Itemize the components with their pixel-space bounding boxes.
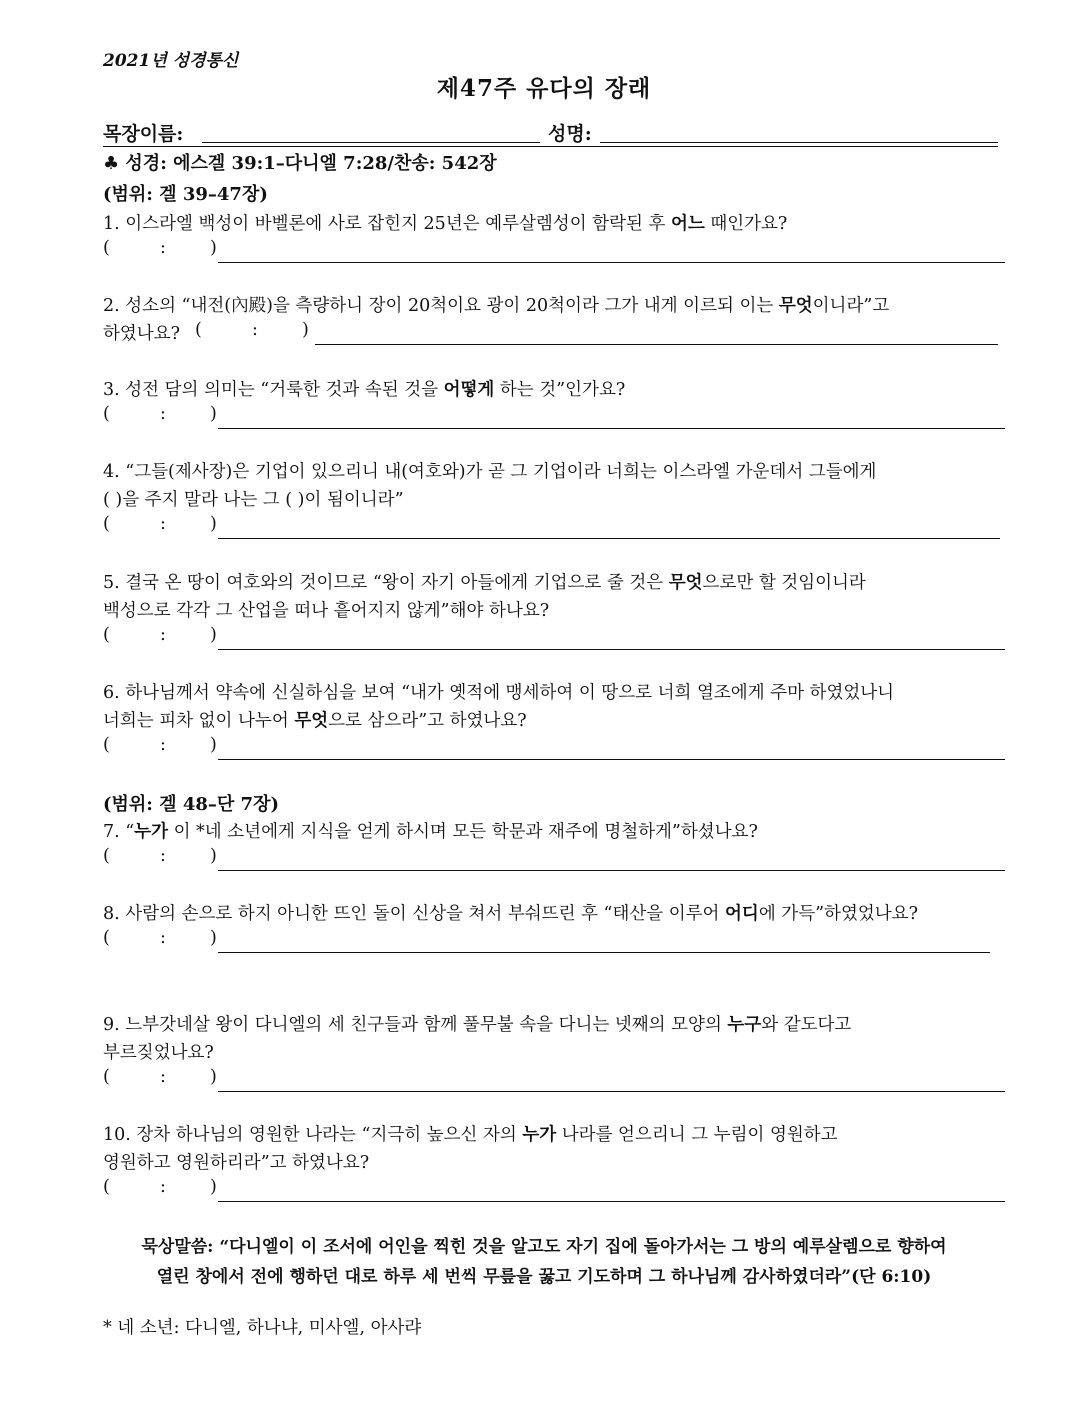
question-text: 7. “: [103, 822, 135, 842]
question-text: 너희는 피차 없이 나누어: [103, 711, 295, 731]
page-title: 제47주 유다의 장래: [436, 75, 652, 102]
question-4-line: [103, 486, 404, 514]
close-paren: ): [302, 320, 309, 340]
close-paren: ): [210, 928, 217, 948]
open-paren: (: [103, 404, 110, 424]
question-text: 2. 성소의 “내전(內殿)을 측량하니 장이 20척이요 광이 20척이라 그가 내게 이르되 이는: [103, 296, 779, 316]
question-1-line: [103, 210, 787, 238]
question-8-line: [103, 900, 918, 928]
answer-line[interactable]: [218, 538, 1000, 539]
keyword: 무엇: [778, 296, 813, 316]
open-paren: (: [103, 514, 110, 534]
question-text: 으로만 할 것임이니라: [702, 573, 866, 593]
question-text: 하였나요?: [103, 324, 181, 344]
question-text: 이니라”고: [812, 296, 890, 316]
question-text: 와 같도다고: [761, 1015, 852, 1035]
keyword: 어디: [725, 904, 759, 924]
keyword: 누가: [522, 1125, 557, 1145]
colon: :: [160, 928, 166, 948]
colon: :: [252, 320, 258, 340]
question-6-line: [103, 679, 894, 707]
colon: :: [160, 514, 166, 534]
colon: :: [160, 625, 166, 645]
answer-line[interactable]: [218, 1201, 1005, 1202]
close-paren: ): [210, 625, 217, 645]
open-paren: (: [103, 1067, 110, 1087]
memory-verse: [0, 1232, 1088, 1292]
close-paren: ): [210, 846, 217, 866]
question-2-line: [103, 320, 180, 348]
open-paren: (: [103, 928, 110, 948]
footnote: * 네 소년: 다니엘, 하나냐, 미사엘, 아사랴: [103, 1318, 422, 1338]
colon: :: [160, 1067, 166, 1087]
keyword: 어떻게: [443, 380, 495, 400]
close-paren: ): [210, 735, 217, 755]
answer-line[interactable]: [218, 870, 1005, 871]
question-text: 6. 하나님께서 약속에 신실하심을 보여 “내가 옛적에 맹세하여 이 땅으로 너희 열조에게 주마 하였었나니: [103, 683, 895, 703]
group-name-line: [202, 142, 540, 143]
colon: :: [160, 404, 166, 424]
year-label: 2021년 성경통신: [103, 51, 239, 71]
memory-verse-line: 열린 창에서 전에 행하던 대로 하루 세 번씩 무릎을 꿇고 기도하며 그 하나님께 감사하였더라”(단 6:10): [156, 1267, 932, 1287]
question-2-line: [103, 292, 889, 320]
question-text: 10. 장차 하나님의 영원한 나라는 “지극히 높으신 자의: [103, 1125, 523, 1145]
answer-line[interactable]: [218, 262, 1005, 263]
colon: :: [160, 735, 166, 755]
question-4-line: [103, 458, 876, 486]
open-paren: (: [103, 238, 110, 258]
close-paren: ): [210, 1177, 217, 1197]
question-10-line: [103, 1121, 838, 1149]
keyword: 누가: [134, 822, 169, 842]
club-icon: ♣: [103, 153, 120, 174]
memory-verse-line: 묵상말씀: “다니엘이 이 조서에 어인을 찍힌 것을 알고도 자기 집에 돌아가서는 그 방의 예루살렘으로 향하여: [141, 1237, 947, 1257]
close-paren: ): [210, 1067, 217, 1087]
question-text: 하는 것”인가요?: [494, 380, 626, 400]
close-paren: ): [210, 514, 217, 534]
question-text: 9. 느부갓네살 왕이 다니엘의 세 친구들과 함께 풀무불 속을 다니는 넷째의 모양의: [103, 1015, 728, 1035]
question-text: 에 가득”하였었나요?: [758, 904, 918, 924]
question-9-line: [103, 1039, 214, 1067]
question-text: ( )을 주지 말라 나는 그 ( )이 됨이니라”: [103, 490, 404, 510]
answer-line[interactable]: [218, 759, 1005, 760]
keyword: 무엇: [668, 573, 703, 593]
section-range-1: (범위: 겔 39–47장): [103, 184, 268, 205]
keyword: 무엇: [294, 711, 329, 731]
reading-reference: [103, 149, 497, 175]
close-paren: ): [210, 404, 217, 424]
question-text: 때인가요?: [704, 214, 788, 234]
section-range-2: (범위: 겔 48–단 7장): [103, 794, 279, 815]
open-paren: (: [103, 1177, 110, 1197]
question-text: 1. 이스라엘 백성이 바벨론에 사로 잡힌지 25년은 예루살렘성이 함락된 후: [103, 214, 671, 234]
open-paren: (: [103, 735, 110, 755]
answer-line[interactable]: [218, 952, 990, 953]
question-6-line: [103, 707, 527, 735]
question-10-line: [103, 1149, 369, 1177]
question-5-line: [103, 597, 549, 625]
colon: :: [160, 238, 166, 258]
question-text: 3. 성전 담의 의미는 “거룩한 것과 속된 것을: [103, 380, 444, 400]
answer-line[interactable]: [315, 344, 998, 345]
open-paren: (: [195, 320, 202, 340]
close-paren: ): [210, 238, 217, 258]
question-text: 8. 사람의 손으로 하지 아니한 뜨인 돌이 신상을 쳐서 부숴뜨린 후 “태산을 이루어: [103, 904, 726, 924]
person-name-line: [600, 142, 998, 143]
question-text: 나라를 얻으리니 그 누림이 영원하고: [556, 1125, 838, 1145]
person-name-label: 성명:: [548, 123, 592, 145]
question-text: 부르짖었나요?: [103, 1043, 214, 1063]
keyword: 어느: [670, 214, 705, 234]
colon: :: [160, 1177, 166, 1197]
question-7-line: [103, 818, 758, 846]
open-paren: (: [103, 846, 110, 866]
question-3-line: [103, 376, 625, 404]
open-paren: (: [103, 625, 110, 645]
group-name-label: 목장이름:: [103, 123, 184, 145]
question-text: 백성으로 각각 그 산업을 떠나 흩어지지 않게”해야 하나요?: [103, 601, 550, 621]
question-text: 으로 삼으라”고 하였나요?: [328, 711, 527, 731]
question-text: 이 *네 소년에게 지식을 얻게 하시며 모든 학문과 재주에 명철하게”하셨나요?: [168, 822, 758, 842]
answer-line[interactable]: [218, 428, 1005, 429]
reading-text: 성경: 에스겔 39:1–다니엘 7:28/찬송: 542장: [125, 153, 497, 174]
answer-line[interactable]: [218, 1091, 1005, 1092]
question-5-line: [103, 569, 866, 597]
question-9-line: [103, 1011, 851, 1039]
question-text: 영원하고 영원하리라”고 하였나요?: [103, 1153, 370, 1173]
keyword: 누구: [727, 1015, 762, 1035]
answer-line[interactable]: [218, 649, 1005, 650]
colon: :: [160, 846, 166, 866]
header-rule: [103, 146, 998, 147]
question-text: 4. “그들(제사장)은 기업이 있으리니 내(여호와)가 곧 그 기업이라 너희는 이스라엘 가운데서 그들에게: [103, 462, 877, 482]
question-text: 5. 결국 온 땅이 여호와의 것이므로 “왕이 자기 아들에게 기업으로 줄 것은: [103, 573, 669, 593]
